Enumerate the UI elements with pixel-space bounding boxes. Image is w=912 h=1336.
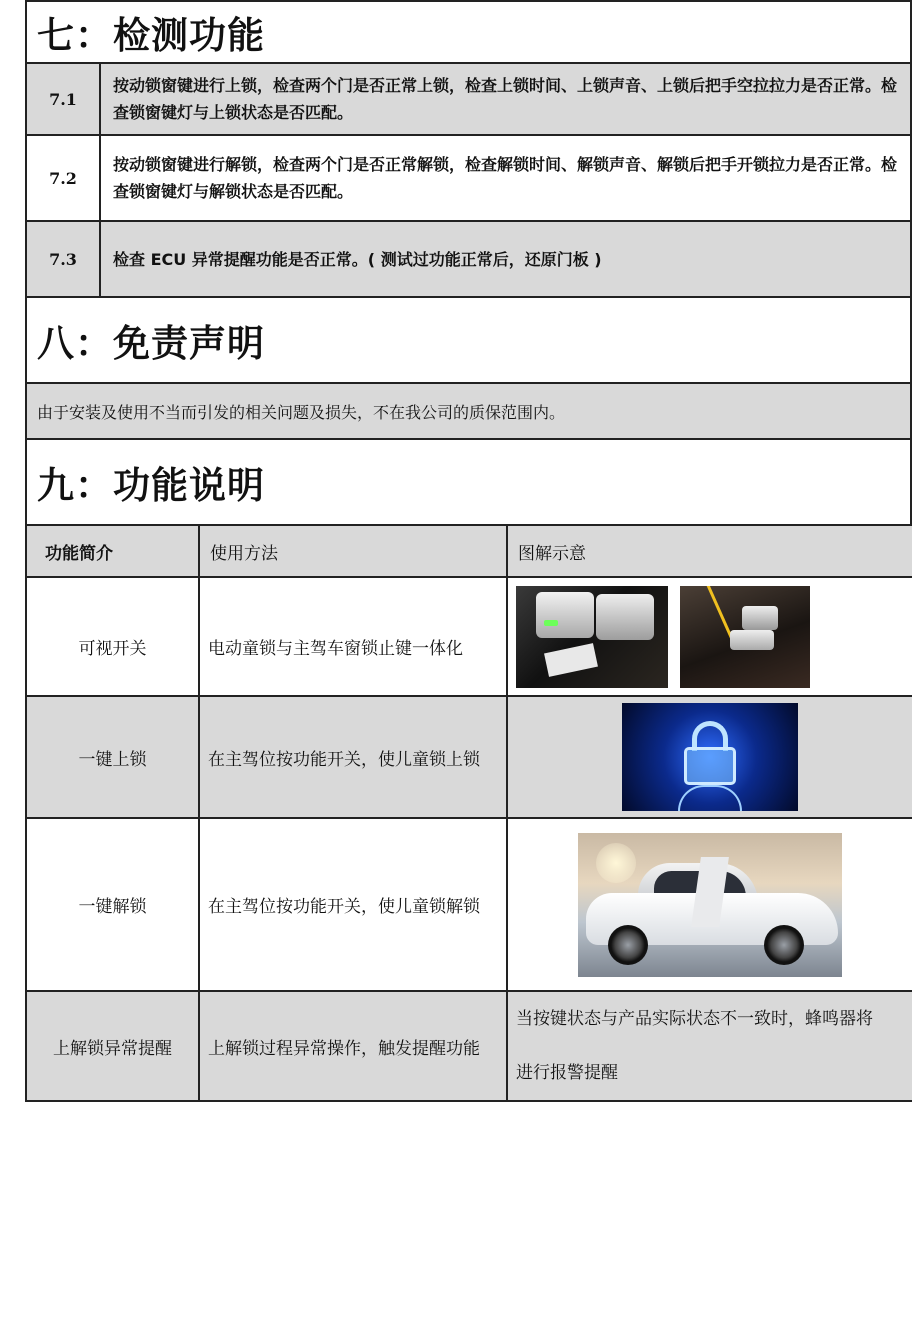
function-table — [25, 524, 912, 1102]
function-illustration — [507, 818, 912, 991]
car-open-door-photo — [578, 833, 842, 977]
section-8-title: 八：免责声明 — [27, 298, 910, 382]
test-row-7-1 — [25, 62, 912, 134]
table-row — [26, 696, 912, 818]
header-method: 使用方法 — [199, 525, 507, 577]
function-method: 在主驾位按功能开关，使儿童锁上锁 — [199, 696, 507, 818]
table-row — [26, 577, 912, 696]
function-illustration — [507, 696, 912, 818]
document-page — [25, 0, 912, 1102]
test-row-7-2 — [25, 134, 912, 220]
disclaimer-text: 由于安装及使用不当而引发的相关问题及损失，不在我公司的质保范围内。 — [25, 382, 912, 438]
function-name: 上解锁异常提醒 — [26, 991, 199, 1101]
hand-icon — [678, 785, 742, 811]
function-method: 在主驾位按功能开关，使儿童锁解锁 — [199, 818, 507, 991]
header-function: 功能简介 — [26, 525, 199, 577]
test-description: 检查 ECU 异常提醒功能是否正常。( 测试过功能正常后，还原门板 ) — [113, 249, 602, 269]
section-7 — [25, 0, 912, 62]
function-name: 一键解锁 — [26, 818, 199, 991]
test-description: 按动锁窗键进行解锁，检查两个门是否正常解锁，检查解锁时间、解锁声音、解锁后把手开锁拉力是否正常。检查锁窗键灯与解锁状态是否匹配。 — [113, 155, 898, 201]
test-number: 7.3 — [27, 222, 101, 296]
function-method: 电动童锁与主驾车窗锁止键一体化 — [199, 577, 507, 696]
section-7-title: 七：检测功能 — [27, 2, 910, 62]
function-name: 可视开关 — [26, 577, 199, 696]
table-row — [26, 818, 912, 991]
digital-lock-image — [622, 703, 798, 811]
test-description: 按动锁窗键进行上锁，检查两个门是否正常上锁，检查上锁时间、上锁声音、上锁后把手空拉拉力是否正常。检查锁窗键灯与上锁状态是否匹配。 — [113, 76, 898, 122]
function-illustration — [507, 991, 912, 1101]
section-8 — [25, 296, 912, 382]
function-method: 上解锁过程异常操作，触发提醒功能 — [199, 991, 507, 1101]
table-header-row — [26, 525, 912, 577]
test-number: 7.2 — [27, 136, 101, 220]
table-row — [26, 991, 912, 1101]
function-name: 一键上锁 — [26, 696, 199, 818]
illustration-text-line-2: 进行报警提醒 — [516, 1063, 618, 1083]
section-9 — [25, 438, 912, 524]
header-illustration: 图解示意 — [507, 525, 912, 577]
test-row-7-3 — [25, 220, 912, 296]
window-lock-closeup-photo — [680, 586, 810, 688]
section-9-title: 九：功能说明 — [27, 440, 910, 524]
illustration-text-line-1: 当按键状态与产品实际状态不一致时，蜂鸣器将 — [516, 1009, 873, 1029]
window-lock-button-photo — [516, 586, 668, 688]
function-illustration — [507, 577, 912, 696]
test-number: 7.1 — [27, 64, 101, 134]
